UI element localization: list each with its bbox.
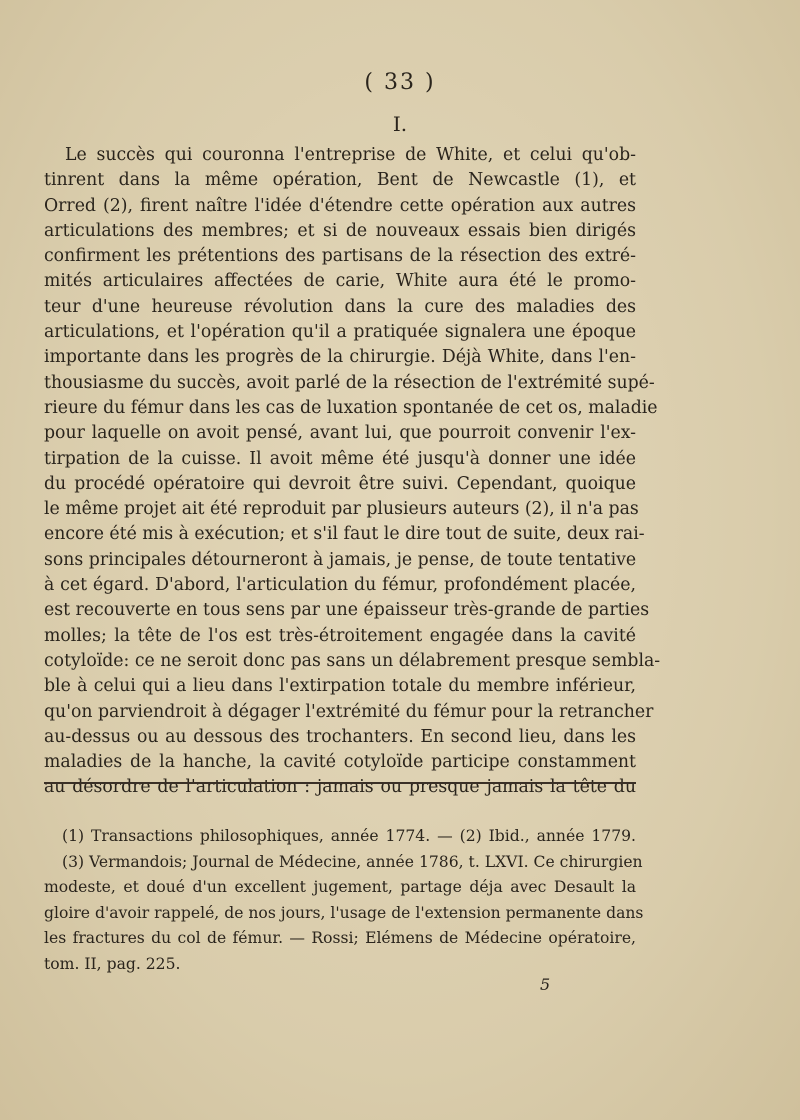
footnote-line: (1) Transactions philosophiques, année 1774. — (2) Ibid., année 1779.	[62, 827, 636, 845]
body-line: confirment les prétentions des partisans de la résection des extré-	[44, 246, 636, 267]
body-line: pour laquelle on avoit pensé, avant lui, que pourroit convenir l'ex-	[44, 423, 636, 444]
footnote-line: (3) Vermandois; Journal de Médecine, année 1786, t. LXVI. Ce chirurgien	[62, 852, 643, 871]
body-line: importante dans les progrès de la chirurgie. Déjà White, dans l'en-	[44, 347, 636, 368]
body-line: encore été mis à exécution; et s'il faut le dire tout de suite, deux rai-	[44, 524, 645, 545]
body-line: articulations, et l'opération qu'il a pratiquée signalera une époque	[44, 322, 636, 343]
body-line: au désordre de l'articulation : jamais ou presque jamais la tête du	[44, 777, 636, 798]
body-line: ble à celui qui a lieu dans l'extirpation totale du membre inférieur,	[44, 676, 636, 697]
body-line: mités articulaires affectées de carie, White aura été le promo-	[44, 271, 636, 292]
body-line: Orred (2), firent naître l'idée d'étendre cette opération aux autres	[44, 195, 636, 216]
signature-mark: 5	[540, 975, 551, 994]
body-line: à cet égard. D'abord, l'articulation du fémur, profondément placée,	[44, 575, 636, 596]
body-line: qu'on parviendroit à dégager l'extrémité du fémur pour la retrancher	[44, 701, 654, 722]
body-line: molles; la tête de l'os est très-étroitement engagée dans la cavité	[44, 625, 636, 646]
body-line: teur d'une heureuse révolution dans la cure des maladies des	[44, 296, 636, 317]
body-line: au-dessus ou au dessous des trochanters. En second lieu, dans les	[44, 726, 636, 747]
body-line: est recouverte en tous sens par une épaisseur très-grande de parties	[44, 600, 650, 621]
footnote-line: les fractures du col de fémur. — Rossi; Elémens de Médecine opératoire,	[44, 929, 636, 947]
page-number: ( 33 )	[364, 70, 436, 95]
body-line: maladies de la hanche, la cavité cotyloïde participe constamment	[44, 752, 636, 773]
footnote-line: modeste, et doué d'un excellent jugement, partage déja avec Desault la	[44, 878, 636, 896]
body-line: du procédé opératoire qui devroit être suivi. Cependant, quoique	[44, 473, 636, 494]
body-line: tirpation de la cuisse. Il avoit même été jusqu'à donner une idée	[44, 448, 636, 469]
footnote-line: gloire d'avoir rappelé, de nos jours, l'usage de l'extension permanente dans	[44, 903, 644, 922]
body-text	[44, 143, 661, 801]
footnote-rule	[44, 782, 636, 784]
body-line: sons principales détourneront à jamais, je pense, de toute tentative	[44, 549, 637, 570]
section-number: I.	[392, 112, 408, 136]
body-line: articulations des membres; et si de nouveaux essais bien dirigés	[44, 220, 636, 241]
body-line: le même projet ait été reproduit par plusieurs auteurs (2), il n'a pas	[44, 499, 639, 520]
body-line: thousiasme du succès, avoit parlé de la résection de l'extrémité supé-	[44, 372, 655, 393]
body-line: Le succès qui couronna l'entreprise de White, et celui qu'ob-	[65, 145, 636, 165]
body-line: tinrent dans la même opération, Bent de Newcastle (1), et	[44, 170, 636, 191]
body-line: rieure du fémur dans les cas de luxation spontanée de cet os, maladie	[44, 397, 658, 418]
footnotes	[44, 824, 644, 977]
body-line: cotyloïde: ce ne seroit donc pas sans un délabrement presque sembla-	[44, 650, 661, 671]
footnote-line: tom. II, pag. 225.	[44, 954, 181, 973]
